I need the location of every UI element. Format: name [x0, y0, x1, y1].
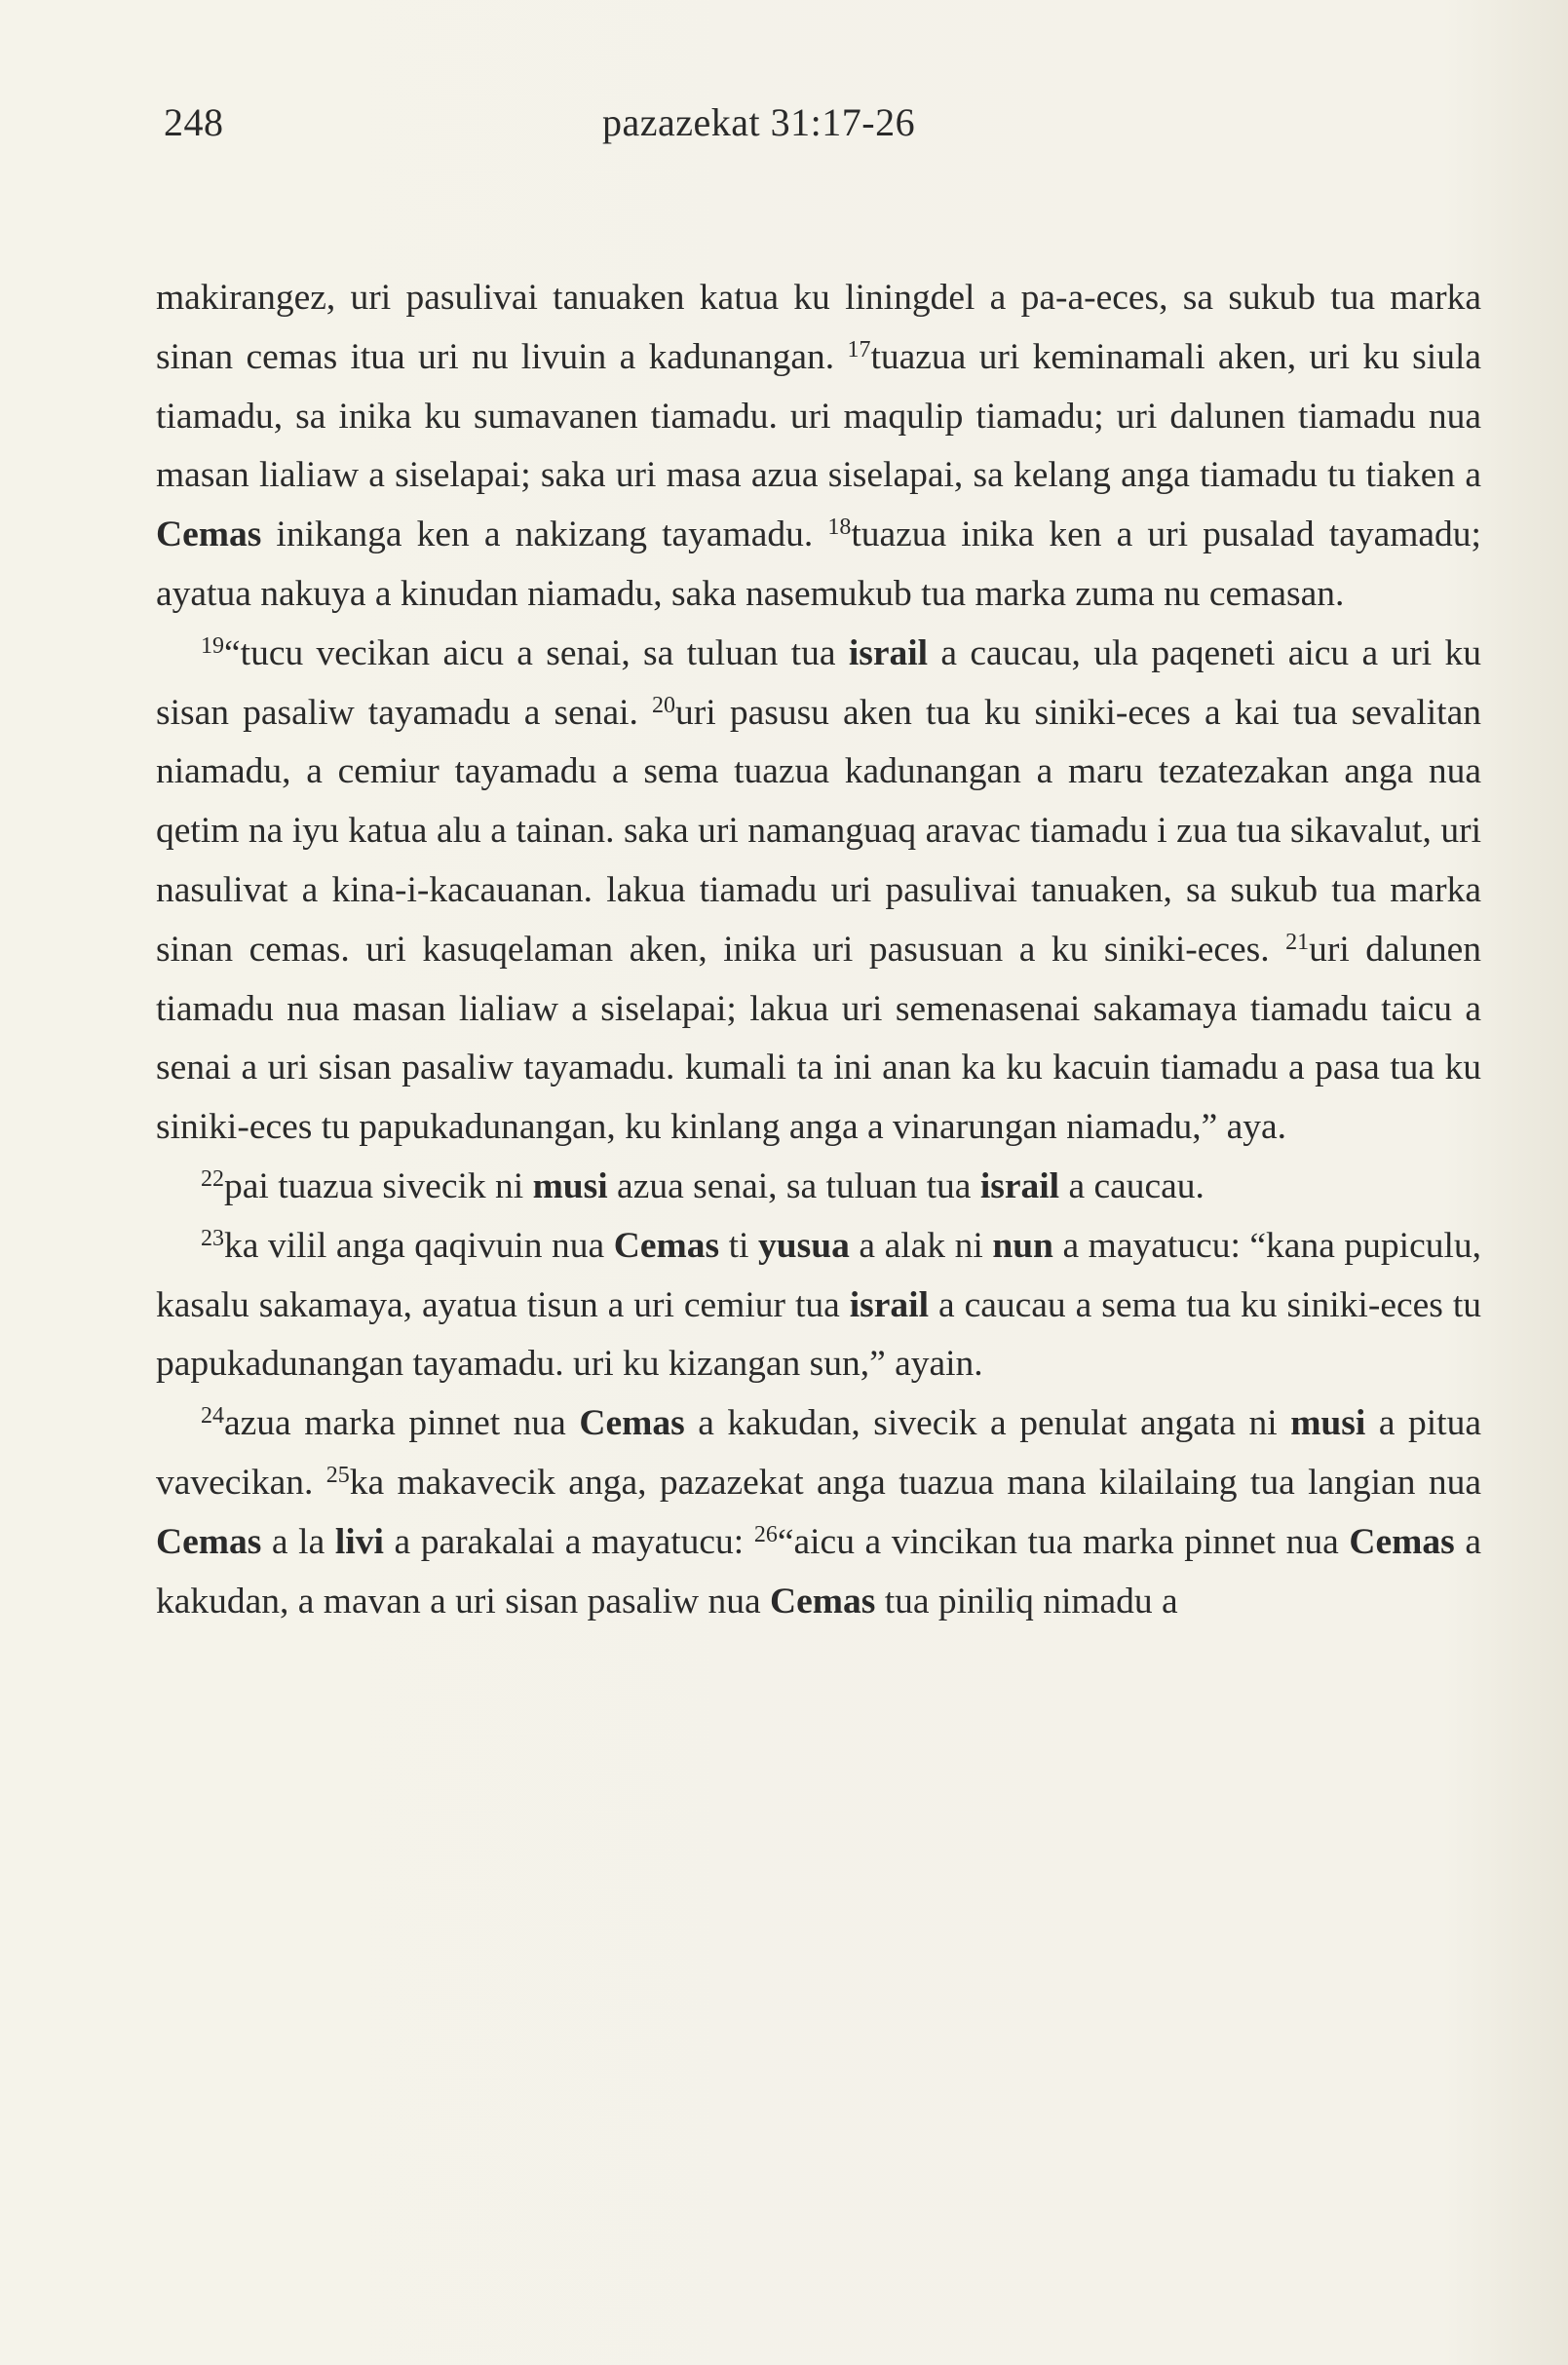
verse-text: tua piniliq nimadu a [875, 1581, 1178, 1621]
bold-name: israil [849, 1284, 930, 1325]
verse-text: a kakudan, a mavan a uri sisan pasaliw nua [156, 1521, 1481, 1621]
verse-text: a caucau a sema tua ku siniki-eces tu papukadunangan tayamadu. uri ku kizangan sun,” ayain. [156, 1284, 1482, 1385]
bold-name: Cemas [613, 1225, 720, 1266]
verse-number: 20 [652, 692, 676, 718]
running-title: pazazekat 31:17-26 [602, 100, 916, 144]
verse-text: “aicu a vincikan tua marka pinnet nua [777, 1521, 1350, 1562]
paragraph [156, 1217, 1481, 1394]
verse-number: 17 [847, 336, 871, 362]
verse-number: 24 [201, 1403, 224, 1430]
verse-number: 22 [201, 1165, 224, 1192]
verse-text: a parakalai a mayatucu: [383, 1521, 754, 1562]
verse-text: azua senai, sa tuluan tua [607, 1165, 980, 1206]
verse-text: inikanga ken a nakizang tayamadu. [261, 515, 828, 555]
bold-name: Cemas [770, 1581, 876, 1621]
page-number: 248 [164, 100, 224, 144]
bold-name: livi [334, 1521, 384, 1562]
bold-name: Cemas [156, 515, 262, 555]
verse-text: a kakudan, sivecik a penulat angata ni [684, 1403, 1291, 1444]
verse-text: uri dalunen tiamadu nua masan lialiaw a siselapai; lakua uri semenasenai sakamaya tiamadu taicu a senai a uri sisan pasaliw tayamadu. kumali ta ini anan ka ku kacuin tiamadu a pasa tua ku siniki-eces tu papukadunangan, ku kinlang anga a vinarungan niamadu,” aya. [156, 929, 1481, 1148]
paragraph [156, 625, 1481, 1158]
paragraph [156, 1158, 1481, 1217]
verse-text: ti [719, 1225, 759, 1266]
bold-name: musi [532, 1165, 608, 1206]
verse-text: azua marka pinnet nua [224, 1403, 580, 1444]
body-text [156, 269, 1481, 1631]
bold-name: Cemas [156, 1521, 262, 1562]
bold-name: israil [979, 1165, 1060, 1206]
bold-name: Cemas [579, 1403, 685, 1444]
bold-name: musi [1290, 1403, 1366, 1444]
verse-text: ka vilil anga qaqivuin nua [224, 1225, 614, 1266]
verse-number: 19 [201, 632, 224, 659]
verse-text: uri pasusu aken tua ku siniki-eces a kai tua sevalitan niamadu, a cemiur tayamadu a sema tuazua kadunangan a maru tezatezakan anga nua qetim na iyu katua alu a tainan. saka uri namanguaq aravac tiamadu i zua tua sikavalut, uri nasulivat a kina-i-kacauanan. lakua tiamadu uri pasulivai tanuaken, sa sukub tua marka sinan cemas. uri kasuqelaman aken, inika uri pasusuan a ku siniki-eces. [156, 692, 1481, 970]
verse-text: tuazua inika ken a uri pusalad tayamadu; ayatua nakuya a kinudan niamadu, saka nasemukub tua marka zuma nu cemasan. [156, 515, 1481, 614]
verse-text: pai tuazua sivecik ni [224, 1165, 533, 1206]
verse-text: a la [261, 1521, 335, 1562]
bold-name: yusua [758, 1225, 850, 1266]
bold-name: Cemas [1349, 1521, 1455, 1562]
page-header [156, 88, 1482, 146]
verse-number: 26 [753, 1521, 778, 1547]
verse-text: ka makavecik anga, pazazekat anga tuazua mana kilailaing tua langian nua [349, 1462, 1481, 1503]
bold-name: nun [992, 1225, 1053, 1266]
verse-text: a alak ni [849, 1225, 993, 1266]
verse-text: a caucau. [1059, 1165, 1205, 1206]
verse-text: makirangez, uri pasulivai tanuaken katua ku liningdel a pa-a-eces, sa sukub tua marka sinan cemas itua uri nu livuin a kadunangan. [156, 278, 1481, 377]
verse-text: a caucau, ula paqeneti aicu a uri ku sisan pasaliw tayamadu a senai. [156, 632, 1481, 733]
paragraph [156, 269, 1481, 625]
verse-number: 21 [1285, 929, 1310, 955]
verse-text: “tucu vecikan aicu a senai, sa tuluan tua [224, 632, 849, 673]
paragraph [156, 1394, 1481, 1631]
verse-text: a pitua vavecikan. [156, 1403, 1481, 1503]
verse-number: 18 [827, 515, 852, 541]
verse-text: a mayatucu: “kana pupiculu, kasalu sakamaya, ayatua tisun a uri cemiur tua [156, 1225, 1482, 1325]
verse-text: tuazua uri keminamali aken, uri ku siula tiamadu, sa inika ku sumavanen tiamadu. uri maqulip tiamadu; uri dalunen tiamadu nua masan lialiaw a siselapai; saka uri masa azua siselapai, sa kelang anga tiamadu tu tiaken a [156, 336, 1482, 496]
verse-number: 23 [201, 1225, 224, 1251]
bold-name: israil [848, 632, 929, 673]
verse-number: 25 [325, 1462, 350, 1488]
